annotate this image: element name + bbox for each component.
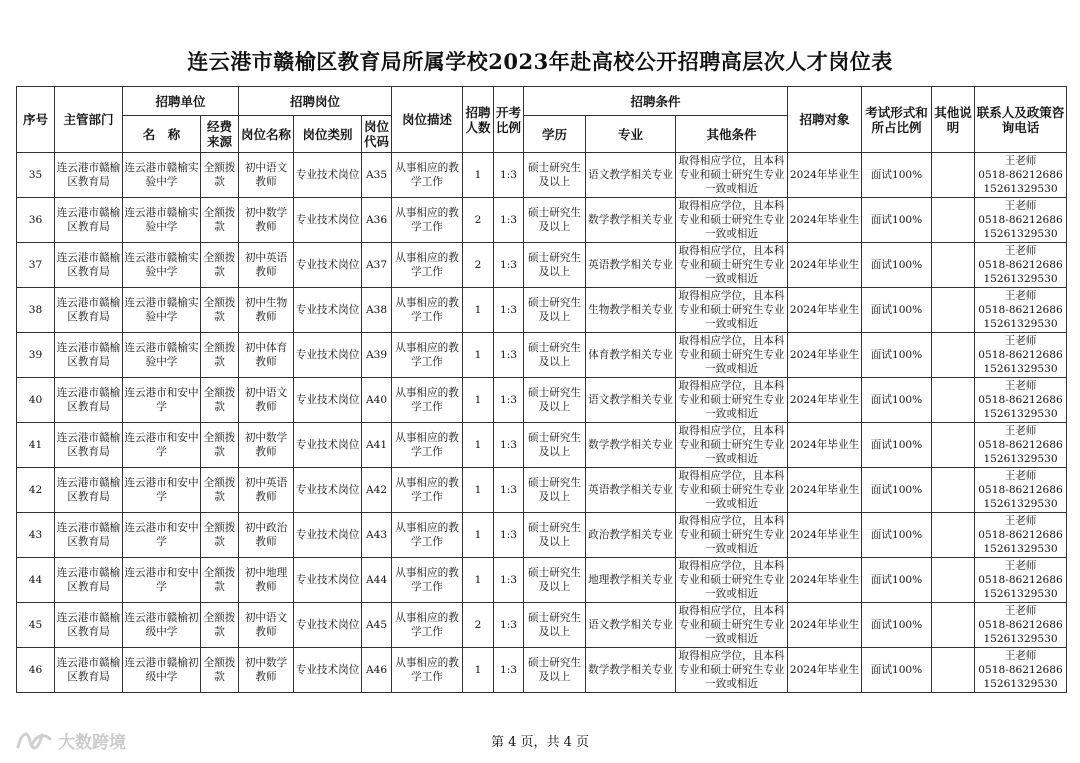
- cell-ratio: 1:3: [494, 558, 524, 603]
- cell-post-code: A35: [362, 153, 392, 198]
- cell-other: 取得相应学位，且本科专业和硕士研究生专业一致或相近: [676, 513, 788, 558]
- cell-description: 从事相应的教学工作: [392, 333, 463, 378]
- cell-unit: 连云港市赣榆实验中学: [123, 198, 201, 243]
- contact-phone2: 15261329530: [983, 408, 1058, 420]
- cell-remarks: [932, 513, 975, 558]
- cell-exam: 面试100%: [862, 378, 932, 423]
- cell-post-type: 专业技术岗位: [294, 468, 362, 513]
- header-conditions-group: 招聘条件: [524, 87, 788, 116]
- cell-education: 硕士研究生及以上: [524, 513, 586, 558]
- contact-phone2: 15261329530: [983, 453, 1058, 465]
- cell-seq: 38: [17, 288, 55, 333]
- contact-name: 王老师: [1004, 425, 1037, 437]
- cell-post-type: 专业技术岗位: [294, 423, 362, 468]
- cell-ratio: 1:3: [494, 153, 524, 198]
- cell-department: 连云港市赣榆区教育局: [55, 333, 123, 378]
- contact-phone2: 15261329530: [983, 543, 1058, 555]
- header-unit-name: 名 称: [123, 116, 201, 153]
- cell-other: 取得相应学位，且本科专业和硕士研究生专业一致或相近: [676, 558, 788, 603]
- cell-post-code: A38: [362, 288, 392, 333]
- cell-unit: 连云港市赣榆实验中学: [123, 288, 201, 333]
- header-remarks: 其他说明: [932, 87, 975, 153]
- cell-count: 1: [463, 648, 494, 693]
- header-ratio: 开考比例: [494, 87, 524, 153]
- cell-description: 从事相应的教学工作: [392, 378, 463, 423]
- table-row: [17, 603, 1067, 648]
- table-row: [17, 423, 1067, 468]
- table-row: [17, 513, 1067, 558]
- cell-major: 语文教学相关专业: [586, 603, 676, 648]
- table-row: [17, 333, 1067, 378]
- cell-unit: 连云港市赣榆初级中学: [123, 648, 201, 693]
- cell-post-type: 专业技术岗位: [294, 198, 362, 243]
- cell-remarks: [932, 648, 975, 693]
- cell-education: 硕士研究生及以上: [524, 603, 586, 648]
- cell-contact: [975, 288, 1067, 333]
- cell-department: 连云港市赣榆区教育局: [55, 198, 123, 243]
- cell-remarks: [932, 288, 975, 333]
- cell-funding: 全额拨款: [201, 243, 239, 288]
- cell-ratio: 1:3: [494, 603, 524, 648]
- cell-post-name: 初中数学教师: [239, 198, 294, 243]
- cell-target: 2024年毕业生: [788, 648, 862, 693]
- contact-phone1: 0518-86212686: [978, 439, 1063, 451]
- table-body: [17, 153, 1067, 693]
- contact-phone2: 15261329530: [983, 498, 1058, 510]
- contact-phone2: 15261329530: [983, 678, 1058, 690]
- cell-other: 取得相应学位，且本科专业和硕士研究生专业一致或相近: [676, 333, 788, 378]
- cell-count: 2: [463, 603, 494, 648]
- cell-count: 2: [463, 243, 494, 288]
- cell-post-code: A44: [362, 558, 392, 603]
- contact-phone1: 0518-86212686: [978, 349, 1063, 361]
- table-row: [17, 153, 1067, 198]
- cell-post-code: A40: [362, 378, 392, 423]
- header-post-code: 岗位代码: [362, 116, 392, 153]
- cell-contact: [975, 198, 1067, 243]
- cell-seq: 39: [17, 333, 55, 378]
- contact-phone2: 15261329530: [983, 318, 1058, 330]
- cell-target: 2024年毕业生: [788, 333, 862, 378]
- cell-post-code: A39: [362, 333, 392, 378]
- contact-phone1: 0518-86212686: [978, 574, 1063, 586]
- cell-post-name: 初中体育教师: [239, 333, 294, 378]
- cell-major: 数学教学相关专业: [586, 648, 676, 693]
- cell-other: 取得相应学位，且本科专业和硕士研究生专业一致或相近: [676, 288, 788, 333]
- header-department: 主管部门: [55, 87, 123, 153]
- header-exam: 考试形式和所占比例: [862, 87, 932, 153]
- cell-unit: 连云港市和安中学: [123, 468, 201, 513]
- contact-phone1: 0518-86212686: [978, 619, 1063, 631]
- cell-remarks: [932, 468, 975, 513]
- cell-post-name: 初中英语教师: [239, 468, 294, 513]
- cell-ratio: 1:3: [494, 243, 524, 288]
- cell-count: 1: [463, 333, 494, 378]
- cell-description: 从事相应的教学工作: [392, 648, 463, 693]
- cell-major: 政治教学相关专业: [586, 513, 676, 558]
- cell-description: 从事相应的教学工作: [392, 558, 463, 603]
- cell-funding: 全额拨款: [201, 648, 239, 693]
- cell-unit: 连云港市和安中学: [123, 513, 201, 558]
- cell-seq: 44: [17, 558, 55, 603]
- contact-phone2: 15261329530: [983, 273, 1058, 285]
- page-title: 连云港市赣榆区教育局所属学校2023年赴高校公开招聘高层次人才岗位表: [187, 49, 893, 74]
- cell-unit: 连云港市赣榆实验中学: [123, 333, 201, 378]
- cell-post-type: 专业技术岗位: [294, 153, 362, 198]
- table-row: [17, 378, 1067, 423]
- cell-seq: 41: [17, 423, 55, 468]
- cell-other: 取得相应学位，且本科专业和硕士研究生专业一致或相近: [676, 198, 788, 243]
- cell-exam: 面试100%: [862, 198, 932, 243]
- table-row: [17, 243, 1067, 288]
- cell-post-name: 初中语文教师: [239, 153, 294, 198]
- cell-exam: 面试100%: [862, 558, 932, 603]
- cell-exam: 面试100%: [862, 288, 932, 333]
- cell-funding: 全额拨款: [201, 603, 239, 648]
- cell-seq: 45: [17, 603, 55, 648]
- cell-ratio: 1:3: [494, 198, 524, 243]
- cell-contact: [975, 153, 1067, 198]
- cell-contact: [975, 603, 1067, 648]
- cell-unit: 连云港市和安中学: [123, 423, 201, 468]
- contact-name: 王老师: [1004, 380, 1037, 392]
- table-row: [17, 648, 1067, 693]
- cell-education: 硕士研究生及以上: [524, 153, 586, 198]
- cell-target: 2024年毕业生: [788, 558, 862, 603]
- header-post-type: 岗位类别: [294, 116, 362, 153]
- cell-exam: 面试100%: [862, 333, 932, 378]
- cell-post-type: 专业技术岗位: [294, 243, 362, 288]
- table-row: [17, 468, 1067, 513]
- header-target: 招聘对象: [788, 87, 862, 153]
- cell-exam: 面试100%: [862, 423, 932, 468]
- cell-other: 取得相应学位，且本科专业和硕士研究生专业一致或相近: [676, 423, 788, 468]
- cell-education: 硕士研究生及以上: [524, 333, 586, 378]
- cell-remarks: [932, 153, 975, 198]
- header-contact: 联系人及政策咨询电话: [975, 87, 1067, 153]
- cell-department: 连云港市赣榆区教育局: [55, 558, 123, 603]
- cell-contact: [975, 378, 1067, 423]
- contact-name: 王老师: [1004, 560, 1037, 572]
- cell-contact: [975, 333, 1067, 378]
- cell-post-name: 初中政治教师: [239, 513, 294, 558]
- cell-count: 1: [463, 288, 494, 333]
- cell-education: 硕士研究生及以上: [524, 288, 586, 333]
- cell-count: 1: [463, 423, 494, 468]
- contact-phone1: 0518-86212686: [978, 529, 1063, 541]
- cell-post-type: 专业技术岗位: [294, 648, 362, 693]
- header-count: 招聘人数: [463, 87, 494, 153]
- contact-name: 王老师: [1004, 470, 1037, 482]
- cell-target: 2024年毕业生: [788, 198, 862, 243]
- cell-post-type: 专业技术岗位: [294, 513, 362, 558]
- cell-remarks: [932, 423, 975, 468]
- cell-ratio: 1:3: [494, 378, 524, 423]
- cell-target: 2024年毕业生: [788, 378, 862, 423]
- cell-post-name: 初中语文教师: [239, 378, 294, 423]
- header-funding: 经费来源: [201, 116, 239, 153]
- cell-seq: 46: [17, 648, 55, 693]
- contact-name: 王老师: [1004, 515, 1037, 527]
- cell-count: 1: [463, 378, 494, 423]
- cell-description: 从事相应的教学工作: [392, 468, 463, 513]
- contact-phone2: 15261329530: [983, 183, 1058, 195]
- cell-seq: 42: [17, 468, 55, 513]
- cell-major: 地理教学相关专业: [586, 558, 676, 603]
- header-unit-group: 招聘单位: [123, 87, 239, 116]
- cell-remarks: [932, 603, 975, 648]
- cell-contact: [975, 648, 1067, 693]
- cell-target: 2024年毕业生: [788, 288, 862, 333]
- contact-phone1: 0518-86212686: [978, 259, 1063, 271]
- contact-name: 王老师: [1004, 155, 1037, 167]
- cell-funding: 全额拨款: [201, 468, 239, 513]
- contact-phone1: 0518-86212686: [978, 484, 1063, 496]
- cell-ratio: 1:3: [494, 423, 524, 468]
- cell-target: 2024年毕业生: [788, 468, 862, 513]
- cell-exam: 面试100%: [862, 468, 932, 513]
- table-row: [17, 558, 1067, 603]
- cell-contact: [975, 423, 1067, 468]
- cell-education: 硕士研究生及以上: [524, 243, 586, 288]
- cell-exam: 面试100%: [862, 603, 932, 648]
- cell-seq: 40: [17, 378, 55, 423]
- cell-funding: 全额拨款: [201, 198, 239, 243]
- header-description: 岗位描述: [392, 87, 463, 153]
- cell-post-code: A37: [362, 243, 392, 288]
- cell-post-code: A46: [362, 648, 392, 693]
- contact-phone2: 15261329530: [983, 228, 1058, 240]
- cell-major: 语文教学相关专业: [586, 153, 676, 198]
- cell-seq: 36: [17, 198, 55, 243]
- table-row: [17, 288, 1067, 333]
- cell-unit: 连云港市赣榆实验中学: [123, 153, 201, 198]
- cell-post-name: 初中地理教师: [239, 558, 294, 603]
- cell-education: 硕士研究生及以上: [524, 648, 586, 693]
- cell-count: 1: [463, 153, 494, 198]
- cell-funding: 全额拨款: [201, 153, 239, 198]
- cell-post-name: 初中数学教师: [239, 648, 294, 693]
- header-major: 专业: [586, 116, 676, 153]
- cell-remarks: [932, 558, 975, 603]
- cell-target: 2024年毕业生: [788, 243, 862, 288]
- cell-department: 连云港市赣榆区教育局: [55, 468, 123, 513]
- cell-remarks: [932, 378, 975, 423]
- cell-ratio: 1:3: [494, 468, 524, 513]
- cell-post-name: 初中生物教师: [239, 288, 294, 333]
- cell-post-type: 专业技术岗位: [294, 288, 362, 333]
- contact-phone1: 0518-86212686: [978, 304, 1063, 316]
- cell-ratio: 1:3: [494, 648, 524, 693]
- contact-name: 王老师: [1004, 245, 1037, 257]
- header-other: 其他条件: [676, 116, 788, 153]
- cell-description: 从事相应的教学工作: [392, 513, 463, 558]
- cell-remarks: [932, 198, 975, 243]
- cell-department: 连云港市赣榆区教育局: [55, 288, 123, 333]
- header-post-group: 招聘岗位: [239, 87, 392, 116]
- contact-name: 王老师: [1004, 200, 1037, 212]
- cell-count: 1: [463, 513, 494, 558]
- cell-count: 1: [463, 468, 494, 513]
- contact-name: 王老师: [1004, 335, 1037, 347]
- cell-other: 取得相应学位，且本科专业和硕士研究生专业一致或相近: [676, 648, 788, 693]
- cell-post-code: A45: [362, 603, 392, 648]
- cell-unit: 连云港市和安中学: [123, 558, 201, 603]
- header-post-name: 岗位名称: [239, 116, 294, 153]
- cell-other: 取得相应学位，且本科专业和硕士研究生专业一致或相近: [676, 243, 788, 288]
- cell-target: 2024年毕业生: [788, 423, 862, 468]
- cell-contact: [975, 468, 1067, 513]
- cell-major: 语文教学相关专业: [586, 378, 676, 423]
- cell-post-type: 专业技术岗位: [294, 558, 362, 603]
- cell-department: 连云港市赣榆区教育局: [55, 648, 123, 693]
- cell-description: 从事相应的教学工作: [392, 198, 463, 243]
- cell-contact: [975, 243, 1067, 288]
- cell-description: 从事相应的教学工作: [392, 288, 463, 333]
- contact-phone1: 0518-86212686: [978, 169, 1063, 181]
- header-seq: 序号: [17, 87, 55, 153]
- cell-count: 2: [463, 198, 494, 243]
- cell-post-code: A43: [362, 513, 392, 558]
- cell-major: 数学教学相关专业: [586, 198, 676, 243]
- cell-description: 从事相应的教学工作: [392, 603, 463, 648]
- cell-remarks: [932, 243, 975, 288]
- cell-remarks: [932, 333, 975, 378]
- cell-seq: 43: [17, 513, 55, 558]
- cell-other: 取得相应学位，且本科专业和硕士研究生专业一致或相近: [676, 603, 788, 648]
- cell-count: 1: [463, 558, 494, 603]
- cell-funding: 全额拨款: [201, 423, 239, 468]
- cell-exam: 面试100%: [862, 513, 932, 558]
- cell-contact: [975, 513, 1067, 558]
- cell-post-name: 初中英语教师: [239, 243, 294, 288]
- cell-education: 硕士研究生及以上: [524, 198, 586, 243]
- contact-name: 王老师: [1004, 605, 1037, 617]
- cell-post-name: 初中语文教师: [239, 603, 294, 648]
- cell-funding: 全额拨款: [201, 288, 239, 333]
- contact-phone1: 0518-86212686: [978, 394, 1063, 406]
- page-footer: 第 4 页，共 4 页: [490, 735, 590, 750]
- cell-ratio: 1:3: [494, 288, 524, 333]
- cell-major: 生物教学相关专业: [586, 288, 676, 333]
- cell-unit: 连云港市赣榆初级中学: [123, 603, 201, 648]
- cell-funding: 全额拨款: [201, 558, 239, 603]
- cell-exam: 面试100%: [862, 648, 932, 693]
- watermark-text: 大数跨境: [58, 732, 126, 753]
- cell-seq: 35: [17, 153, 55, 198]
- contact-phone1: 0518-86212686: [978, 214, 1063, 226]
- cell-contact: [975, 558, 1067, 603]
- cell-other: 取得相应学位，且本科专业和硕士研究生专业一致或相近: [676, 378, 788, 423]
- cell-unit: 连云港市赣榆实验中学: [123, 243, 201, 288]
- cell-post-name: 初中数学教师: [239, 423, 294, 468]
- cell-ratio: 1:3: [494, 333, 524, 378]
- contact-phone2: 15261329530: [983, 588, 1058, 600]
- table-header: [17, 87, 1067, 153]
- cell-other: 取得相应学位，且本科专业和硕士研究生专业一致或相近: [676, 153, 788, 198]
- cell-target: 2024年毕业生: [788, 513, 862, 558]
- contact-name: 王老师: [1004, 290, 1037, 302]
- cell-post-code: A42: [362, 468, 392, 513]
- cell-education: 硕士研究生及以上: [524, 423, 586, 468]
- cell-education: 硕士研究生及以上: [524, 468, 586, 513]
- contact-phone2: 15261329530: [983, 363, 1058, 375]
- cell-funding: 全额拨款: [201, 513, 239, 558]
- cell-funding: 全额拨款: [201, 378, 239, 423]
- cell-department: 连云港市赣榆区教育局: [55, 378, 123, 423]
- cell-post-code: A41: [362, 423, 392, 468]
- cell-ratio: 1:3: [494, 513, 524, 558]
- cell-exam: 面试100%: [862, 153, 932, 198]
- cell-target: 2024年毕业生: [788, 153, 862, 198]
- cell-exam: 面试100%: [862, 243, 932, 288]
- cell-target: 2024年毕业生: [788, 603, 862, 648]
- cell-major: 英语教学相关专业: [586, 243, 676, 288]
- cell-post-code: A36: [362, 198, 392, 243]
- cell-unit: 连云港市和安中学: [123, 378, 201, 423]
- cell-description: 从事相应的教学工作: [392, 153, 463, 198]
- cell-description: 从事相应的教学工作: [392, 243, 463, 288]
- cell-department: 连云港市赣榆区教育局: [55, 153, 123, 198]
- cell-education: 硕士研究生及以上: [524, 558, 586, 603]
- cell-post-type: 专业技术岗位: [294, 333, 362, 378]
- recruitment-table: [16, 86, 1067, 693]
- cell-department: 连云港市赣榆区教育局: [55, 243, 123, 288]
- cell-funding: 全额拨款: [201, 333, 239, 378]
- cell-post-type: 专业技术岗位: [294, 378, 362, 423]
- contact-name: 王老师: [1004, 650, 1037, 662]
- cell-major: 英语教学相关专业: [586, 468, 676, 513]
- cell-education: 硕士研究生及以上: [524, 378, 586, 423]
- contact-phone1: 0518-86212686: [978, 664, 1063, 676]
- cell-department: 连云港市赣榆区教育局: [55, 423, 123, 468]
- contact-phone2: 15261329530: [983, 633, 1058, 645]
- cell-major: 体育教学相关专业: [586, 333, 676, 378]
- cell-other: 取得相应学位，且本科专业和硕士研究生专业一致或相近: [676, 468, 788, 513]
- cell-department: 连云港市赣榆区教育局: [55, 603, 123, 648]
- cell-seq: 37: [17, 243, 55, 288]
- header-education: 学历: [524, 116, 586, 153]
- cell-department: 连云港市赣榆区教育局: [55, 513, 123, 558]
- cell-description: 从事相应的教学工作: [392, 423, 463, 468]
- cell-major: 数学教学相关专业: [586, 423, 676, 468]
- cell-post-type: 专业技术岗位: [294, 603, 362, 648]
- table-row: [17, 198, 1067, 243]
